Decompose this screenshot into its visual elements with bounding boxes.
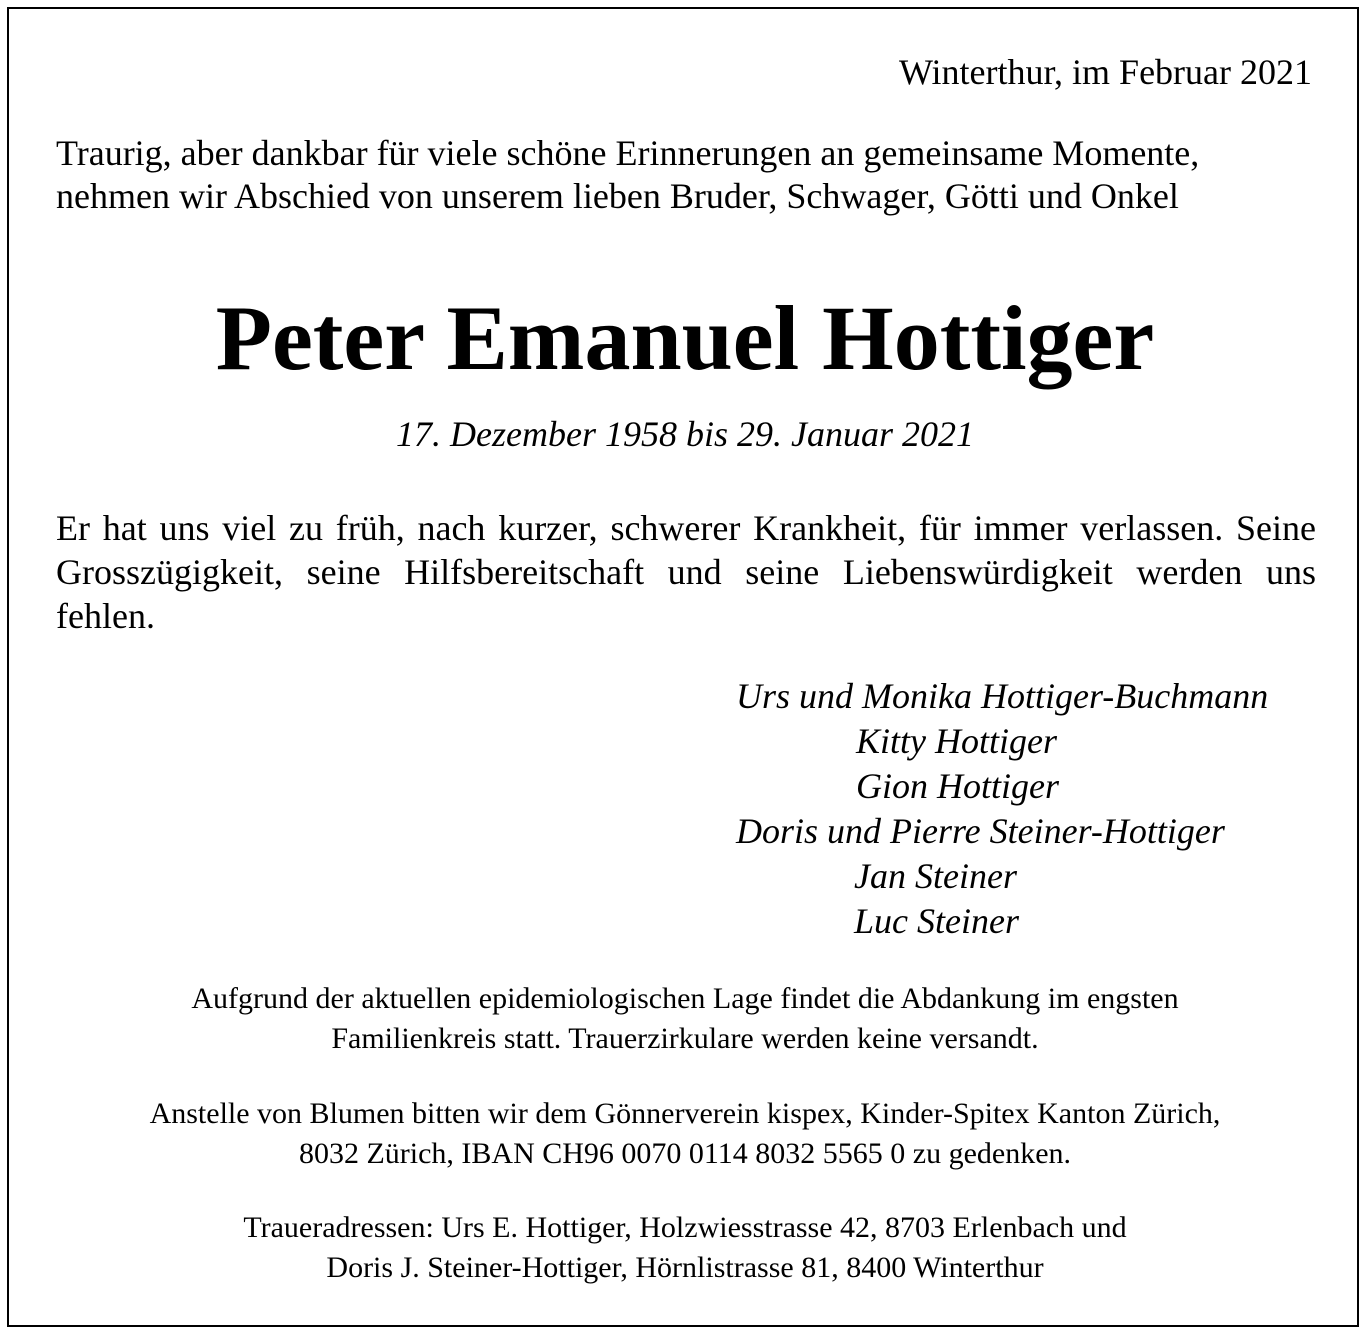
mourner-item: Doris und Pierre Steiner-Hottiger <box>736 811 1225 851</box>
donation-notice-line-1: Anstelle von Blumen bitten wir dem Gönnerverein kispex, Kinder-Spitex Kanton Zürich, <box>149 1097 1221 1130</box>
donation-notice-line-2: 8032 Zürich, IBAN CH96 0070 0114 8032 5565 0 zu gedenken. <box>298 1137 1072 1170</box>
intro-line-1: Traurig, aber dankbar für viele schöne Erinnerungen an gemeinsame Momente, <box>56 133 1200 173</box>
intro-line-2: nehmen wir Abschied von unserem lieben Bruder, Schwager, Götti und Onkel <box>56 176 1179 216</box>
lifespan-dates: 17. Dezember 1958 bis 29. Januar 2021 <box>396 414 974 454</box>
mourner-item: Luc Steiner <box>854 901 1019 941</box>
mourning-addresses <box>0 1208 1370 1288</box>
ceremony-notice <box>0 979 1370 1059</box>
mourning-addresses-line-2: Doris J. Steiner-Hottiger, Hörnlistrasse 81, 8400 Winterthur <box>326 1251 1044 1284</box>
mourner-item: Urs und Monika Hottiger-Buchmann <box>736 676 1269 716</box>
mourner-item: Kitty Hottiger <box>856 721 1057 761</box>
ceremony-notice-line-1: Aufgrund der aktuellen epidemiologischen Lage findet die Abdankung im engsten <box>191 982 1179 1015</box>
mourning-addresses-line-1: Traueradressen: Urs E. Hottiger, Holzwiesstrasse 42, 8703 Erlenbach und <box>243 1211 1127 1244</box>
place-date: Winterthur, im Februar 2021 <box>898 52 1312 92</box>
mourner-item: Gion Hottiger <box>856 766 1059 806</box>
deceased-name: Peter Emanuel Hottiger <box>215 287 1155 389</box>
ceremony-notice-line-2: Familienkreis statt. Trauerzirkulare werden keine versandt. <box>331 1022 1039 1055</box>
mourner-item: Jan Steiner <box>854 856 1017 896</box>
intro-text <box>56 132 1316 218</box>
donation-notice <box>0 1094 1370 1174</box>
tribute-text: Er hat uns viel zu früh, nach kurzer, schwerer Krankheit, für immer verlassen. Seine Grosszügigkeit, seine Hilfsbereitschaft und seine Liebenswürdigkeit werden uns fehlen. <box>56 508 1316 636</box>
